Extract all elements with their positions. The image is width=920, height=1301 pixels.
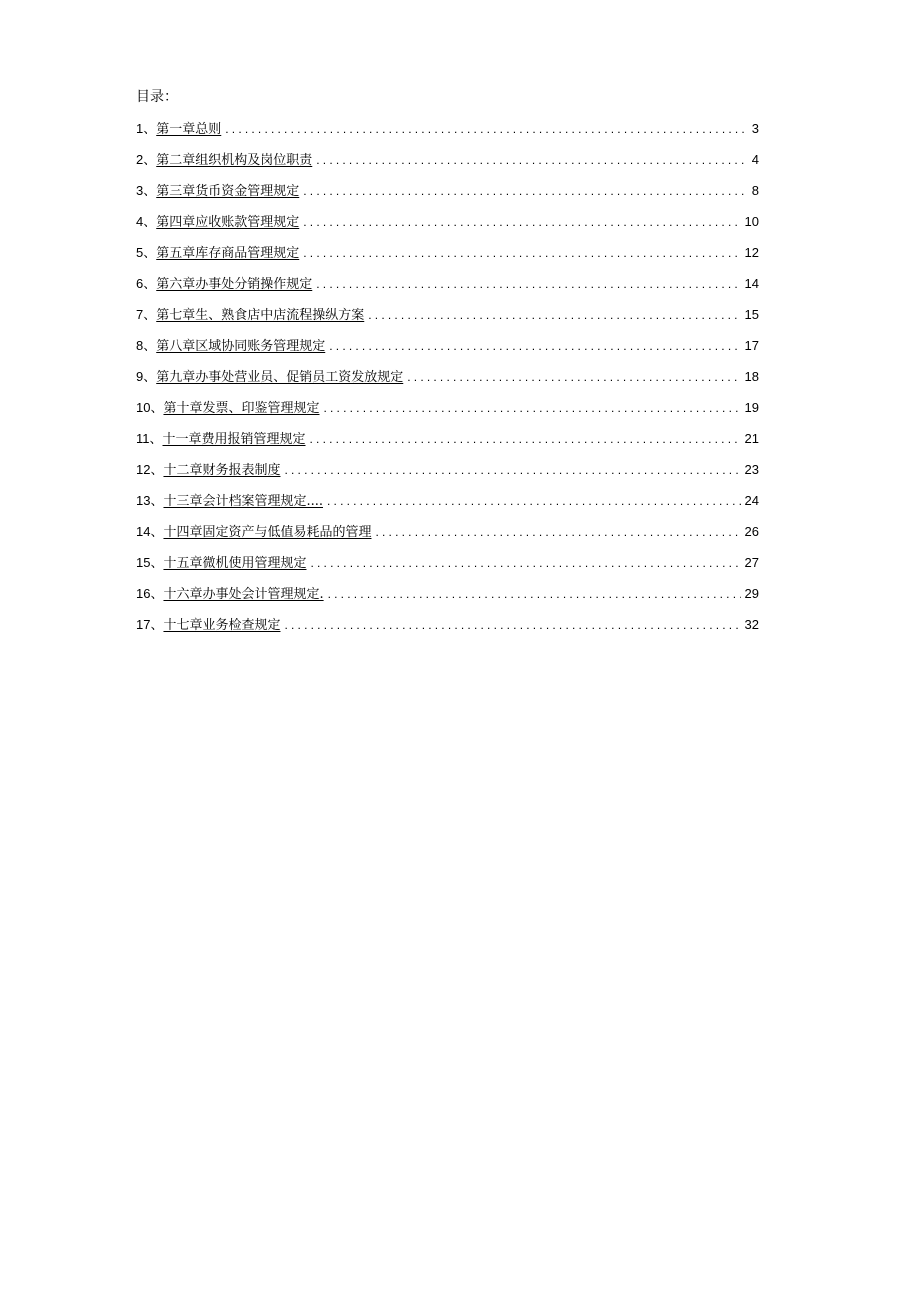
- toc-entry[interactable]: [136, 491, 759, 522]
- toc-entry[interactable]: [136, 212, 759, 243]
- toc-entry[interactable]: [136, 398, 759, 429]
- toc-entry-page: 29: [744, 586, 759, 601]
- toc-entry-title[interactable]: 第七章生、熟食店中店流程操纵方案: [156, 308, 365, 323]
- toc-entry-title[interactable]: 第一章总则: [156, 122, 222, 137]
- toc-entry-number: 9、: [136, 369, 157, 384]
- toc-entry-page: 27: [744, 555, 759, 570]
- toc-entry-number: 14、: [136, 524, 164, 539]
- toc-dot-leader: [284, 460, 740, 480]
- toc-entry-page: 3: [751, 121, 759, 136]
- toc-entry-page: 24: [744, 493, 759, 508]
- toc-entry-page: 32: [744, 617, 759, 632]
- toc-entry-page: 18: [744, 369, 759, 384]
- toc-entry-page: 8: [751, 183, 759, 198]
- toc-dot-leader: [310, 429, 741, 449]
- toc-dot-leader: [328, 584, 741, 604]
- toc-entry-title[interactable]: 第九章办事处营业员、促销员工资发放规定: [156, 370, 404, 385]
- toc-entry-page: 10: [744, 214, 759, 229]
- toc-entry[interactable]: [136, 119, 759, 150]
- toc-entry[interactable]: [136, 460, 759, 491]
- toc-dot-leader: [323, 398, 740, 418]
- toc-entry[interactable]: [136, 274, 759, 305]
- toc-entry-title[interactable]: 第三章货币资金管理规定: [156, 184, 300, 199]
- toc-entry[interactable]: [136, 584, 759, 615]
- toc-entry[interactable]: [136, 553, 759, 584]
- toc-entry-title[interactable]: 十二章财务报表制度: [163, 463, 281, 478]
- toc-entry-title[interactable]: 十七章业务检查规定: [163, 618, 281, 633]
- toc-entry-number: 4、: [136, 214, 157, 229]
- toc-entry-number: 2、: [136, 152, 157, 167]
- toc-entry[interactable]: [136, 367, 759, 398]
- toc-dot-leader: [303, 181, 748, 201]
- toc-entry-title[interactable]: 第八章区域协同账务管理规定: [156, 339, 326, 354]
- toc-entry[interactable]: [136, 336, 759, 367]
- toc-entry-number: 13、: [136, 493, 164, 508]
- toc-entry-title[interactable]: 十四章固定资产与低值易耗品的管理: [163, 525, 372, 540]
- toc-entry-number: 1、: [136, 121, 157, 136]
- toc-entry-title[interactable]: 第五章库存商品管理规定: [156, 246, 300, 261]
- toc-dot-leader: [310, 553, 740, 573]
- toc-entry-number: 12、: [136, 462, 164, 477]
- toc-entry-title[interactable]: 十五章微机使用管理规定: [163, 556, 307, 571]
- toc-list: [136, 119, 759, 646]
- toc-dot-leader: [375, 522, 740, 542]
- toc-dot-leader: [303, 243, 740, 263]
- toc-dot-leader: [316, 274, 740, 294]
- toc-entry-page: 17: [744, 338, 759, 353]
- toc-entry-page: 14: [744, 276, 759, 291]
- toc-heading: 目录：: [136, 89, 178, 105]
- toc-entry-number: 15、: [136, 555, 164, 570]
- toc-entry[interactable]: [136, 615, 759, 646]
- toc-dot-leader: [303, 212, 740, 232]
- toc-entry-page: 21: [744, 431, 759, 446]
- toc-entry-title[interactable]: 十三章会计档案管理规定....: [163, 494, 323, 509]
- toc-entry-number: 3、: [136, 183, 157, 198]
- toc-entry-title[interactable]: 第二章组织机构及岗位职责: [156, 153, 313, 168]
- toc-entry-title[interactable]: 第六章办事处分销操作规定: [156, 277, 313, 292]
- toc-entry-title[interactable]: 十一章费用报销管理规定: [162, 432, 306, 447]
- toc-dot-leader: [284, 615, 740, 635]
- toc-entry[interactable]: [136, 429, 759, 460]
- toc-dot-leader: [368, 305, 740, 325]
- toc-entry-page: 26: [744, 524, 759, 539]
- toc-dot-leader: [225, 119, 748, 139]
- toc-entry-title[interactable]: 第十章发票、印鉴管理规定: [163, 401, 320, 416]
- toc-entry-page: 4: [751, 152, 759, 167]
- toc-entry[interactable]: [136, 150, 759, 181]
- toc-entry-page: 23: [744, 462, 759, 477]
- toc-entry-number: 16、: [136, 586, 164, 601]
- toc-entry-number: 7、: [136, 307, 157, 322]
- toc-entry-number: 11、: [136, 431, 163, 446]
- toc-dot-leader: [316, 150, 748, 170]
- toc-dot-leader: [327, 491, 741, 511]
- toc-entry-number: 10、: [136, 400, 164, 415]
- toc-entry[interactable]: [136, 522, 759, 553]
- toc-entry-number: 6、: [136, 276, 157, 291]
- toc-entry-page: 15: [744, 307, 759, 322]
- toc-dot-leader: [329, 336, 740, 356]
- toc-entry-title[interactable]: 十六章办事处会计管理规定.: [163, 587, 324, 602]
- toc-entry-title[interactable]: 第四章应收账款管理规定: [156, 215, 300, 230]
- toc-entry[interactable]: [136, 243, 759, 274]
- toc-entry-number: 8、: [136, 338, 157, 353]
- toc-entry-number: 5、: [136, 245, 157, 260]
- toc-entry[interactable]: [136, 305, 759, 336]
- toc-entry[interactable]: [136, 181, 759, 212]
- toc-entry-page: 19: [744, 400, 759, 415]
- toc-entry-page: 12: [744, 245, 759, 260]
- toc-dot-leader: [407, 367, 740, 387]
- toc-entry-number: 17、: [136, 617, 164, 632]
